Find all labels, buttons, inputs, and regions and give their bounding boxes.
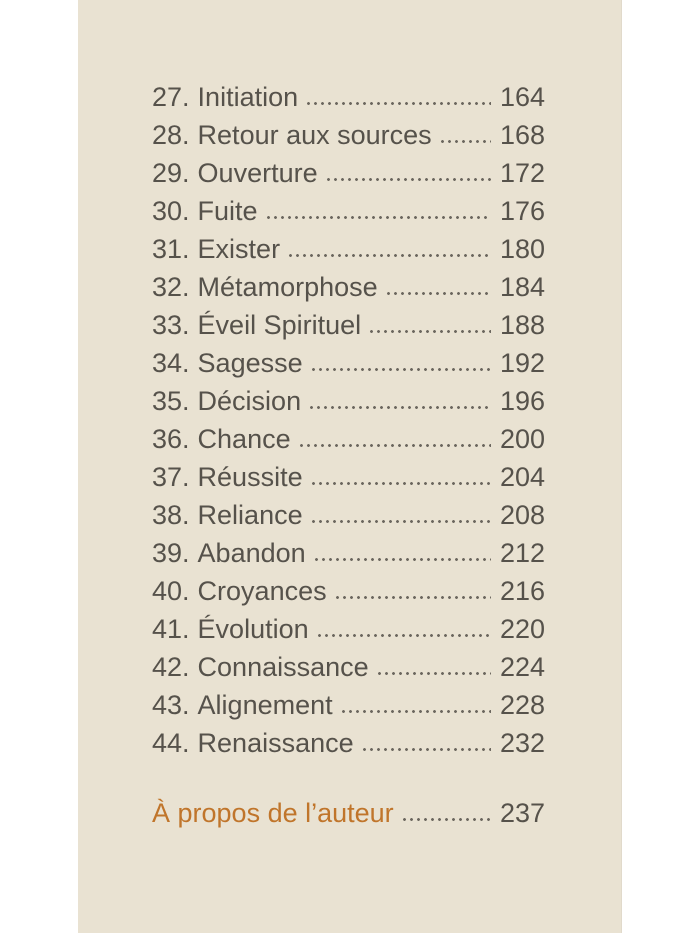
- dot-leader: [361, 747, 491, 752]
- toc-entry-title: Initiation: [197, 82, 299, 112]
- toc-entry[interactable]: [152, 420, 545, 458]
- toc-entry-title: Sagesse: [197, 348, 303, 378]
- toc-entry-number: 29.: [152, 158, 190, 188]
- toc-entry-title: Évolution: [197, 614, 309, 644]
- toc-entry[interactable]: [152, 686, 545, 724]
- dot-leader: [308, 405, 491, 410]
- toc-entry-number: 32.: [152, 272, 190, 302]
- toc-entry-title: Métamorphose: [197, 272, 378, 302]
- toc-entry-page: 184: [499, 272, 545, 302]
- book-page: [78, 0, 622, 933]
- toc-entry-title: Exister: [197, 234, 281, 264]
- toc-entry-number: 35.: [152, 386, 190, 416]
- toc-entry[interactable]: [152, 116, 545, 154]
- dot-leader: [439, 139, 491, 144]
- dot-leader: [287, 253, 491, 258]
- toc-entry-number: 27.: [152, 82, 190, 112]
- dot-leader: [376, 671, 491, 676]
- toc-entry[interactable]: [152, 268, 545, 306]
- toc-entry-page: 212: [499, 538, 545, 568]
- toc-entry-page: 168: [499, 120, 545, 150]
- toc-entry-title: Renaissance: [197, 728, 354, 758]
- toc-entry-title: Ouverture: [197, 158, 318, 188]
- toc-entry[interactable]: [152, 648, 545, 686]
- toc-entry-page: 180: [499, 234, 545, 264]
- toc-entry-number: 38.: [152, 500, 190, 530]
- dot-leader: [298, 443, 491, 448]
- table-of-contents: [78, 0, 622, 832]
- dot-leader: [265, 215, 491, 220]
- toc-entry-page: 188: [499, 310, 545, 340]
- toc-entry-number: 33.: [152, 310, 190, 340]
- toc-entry-title: À propos de l’auteur: [152, 798, 394, 828]
- toc-entry-page: 216: [499, 576, 545, 606]
- toc-entry-page: 200: [499, 424, 545, 454]
- toc-entry-number: 44.: [152, 728, 190, 758]
- toc-entry-page: 232: [499, 728, 545, 758]
- dot-leader: [368, 329, 491, 334]
- dot-leader: [310, 519, 491, 524]
- toc-entry-page: 208: [499, 500, 545, 530]
- toc-entry-number: 28.: [152, 120, 190, 150]
- toc-entry-page: 164: [499, 82, 545, 112]
- toc-entry-title: Croyances: [197, 576, 327, 606]
- toc-entry-number: 37.: [152, 462, 190, 492]
- dot-leader: [313, 557, 491, 562]
- toc-entry-page: 220: [499, 614, 545, 644]
- dot-leader: [310, 367, 491, 372]
- dot-leader: [334, 595, 491, 600]
- toc-entry-page: 228: [499, 690, 545, 720]
- toc-entry-title: Retour aux sources: [197, 120, 432, 150]
- toc-entry[interactable]: [152, 230, 545, 268]
- toc-entry-title: Réussite: [197, 462, 303, 492]
- toc-entry-title: Éveil Spirituel: [197, 310, 362, 340]
- toc-entry-page: 176: [499, 196, 545, 226]
- toc-entry[interactable]: [152, 610, 545, 648]
- toc-entry[interactable]: [152, 78, 545, 116]
- toc-entry-title: Reliance: [197, 500, 303, 530]
- toc-entry[interactable]: [152, 534, 545, 572]
- toc-entry-about-author[interactable]: [152, 794, 545, 832]
- toc-entry-title: Fuite: [197, 196, 258, 226]
- toc-entry-title: Connaissance: [197, 652, 369, 682]
- toc-entry[interactable]: [152, 154, 545, 192]
- toc-entry-page: 224: [499, 652, 545, 682]
- toc-entry-number: 34.: [152, 348, 190, 378]
- toc-entry[interactable]: [152, 344, 545, 382]
- toc-entry-number: 40.: [152, 576, 190, 606]
- toc-entry-page: 237: [499, 798, 545, 828]
- dot-leader: [401, 817, 491, 822]
- toc-entry[interactable]: [152, 306, 545, 344]
- toc-entry[interactable]: [152, 192, 545, 230]
- toc-entry[interactable]: [152, 724, 545, 762]
- toc-entry-number: 30.: [152, 196, 190, 226]
- toc-entry[interactable]: [152, 458, 545, 496]
- toc-entry-title: Alignement: [197, 690, 333, 720]
- toc-entry-number: 39.: [152, 538, 190, 568]
- toc-entry-page: 172: [499, 158, 545, 188]
- toc-entry-number: 42.: [152, 652, 190, 682]
- toc-entry-number: 43.: [152, 690, 190, 720]
- toc-entry-title: Décision: [197, 386, 302, 416]
- toc-entry[interactable]: [152, 572, 545, 610]
- dot-leader: [385, 291, 491, 296]
- toc-entry-title: Abandon: [197, 538, 306, 568]
- toc-entry-number: 41.: [152, 614, 190, 644]
- toc-entry-number: 36.: [152, 424, 190, 454]
- toc-entry[interactable]: [152, 496, 545, 534]
- toc-entry-page: 196: [499, 386, 545, 416]
- dot-leader: [305, 101, 491, 106]
- dot-leader: [340, 709, 491, 714]
- toc-entry-page: 204: [499, 462, 545, 492]
- dot-leader: [316, 633, 491, 638]
- toc-entry-number: 31.: [152, 234, 190, 264]
- dot-leader: [310, 481, 491, 486]
- toc-entry[interactable]: [152, 382, 545, 420]
- dot-leader: [325, 177, 491, 182]
- toc-entry-page: 192: [499, 348, 545, 378]
- toc-entry-title: Chance: [197, 424, 291, 454]
